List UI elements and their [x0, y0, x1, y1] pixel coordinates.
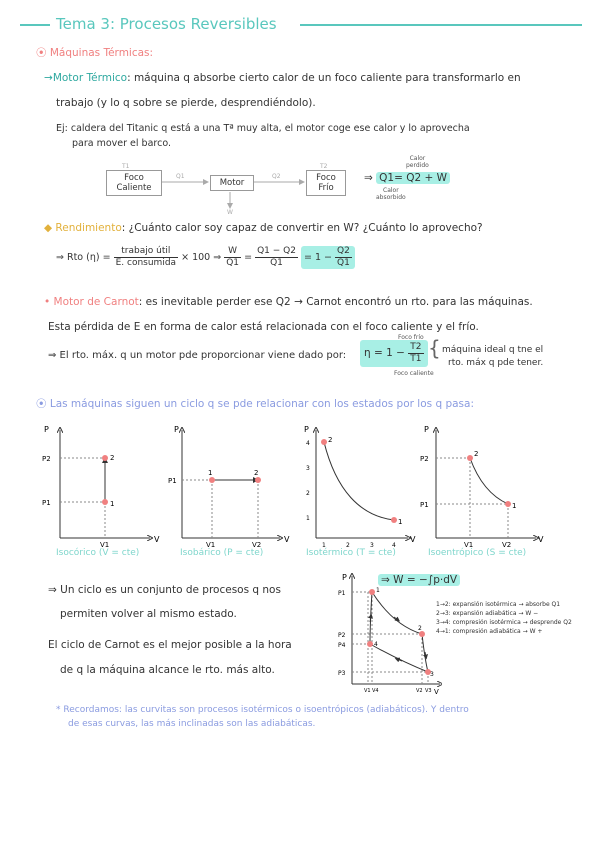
result-highlight [301, 246, 355, 269]
tick-x: 2 [346, 542, 350, 548]
state-point [209, 477, 215, 483]
box-motor: Motor [210, 175, 254, 191]
times-100: × 100 ⇒ [181, 252, 222, 263]
maquinas-heading: Máquinas Térmicas: [49, 47, 154, 59]
carnot-side1: máquina ideal q tne el [442, 345, 544, 355]
caption-isocorico: Isocórico (V = cte) [56, 548, 140, 558]
label-foco-caliente: Foco caliente [394, 370, 434, 377]
state-point [102, 455, 108, 461]
label-v1: V1 [206, 541, 216, 548]
label-p2: P2 [338, 632, 346, 639]
label-v2: V2 [252, 541, 262, 548]
rendimiento-question: : ¿Cuánto calor soy capaz de convertir en W? ¿Cuánto lo aprovecho? [121, 222, 483, 234]
state-point [505, 501, 511, 507]
eta-label: η = 1 − [364, 347, 405, 359]
rendimiento-label: Rendimiento [55, 222, 122, 234]
label-foco-frio: Foco frío [398, 334, 424, 341]
graph-isobarico [168, 425, 290, 548]
carnot-formula [360, 340, 428, 367]
motor-termico-def2: trabajo (y lo q sobre se pierde, desprendiéndolo). [56, 97, 316, 109]
one-minus: = 1 − [303, 252, 332, 263]
label-w: W [227, 209, 233, 214]
legend-item: 1→2: expansión isotérmica → absorbe Q1 [436, 601, 561, 608]
motor-termico-def: : máquina q absorbe cierto calor de un foco caliente para transformarlo en [127, 72, 521, 84]
process-3-4 [370, 644, 428, 672]
state-point-4 [367, 641, 373, 647]
motor-termico-line: →Motor Térmico: máquina q absorbe cierto calor de un foco caliente para transformarlo en [44, 72, 521, 84]
equals-1: = [244, 252, 253, 263]
rto-label: ⇒ Rto (η) = [56, 252, 111, 263]
label-v1: V1 [464, 541, 474, 548]
node-1: 1 [208, 469, 213, 477]
state-point [102, 499, 108, 505]
note-calor-absorbido: Calor absorbido [376, 187, 406, 201]
node-1: 1 [512, 502, 517, 510]
legend-item: 3→4: compresión isotérmica → desprende Q2 [436, 619, 572, 626]
node-2: 2 [474, 450, 479, 458]
label-p2: P2 [420, 455, 429, 463]
label-q2: Q2 [272, 173, 281, 180]
carnot-line3: ⇒ El rto. máx. q un motor pde proporcionar viene dado por: [48, 350, 347, 361]
tick-x: 4 [392, 542, 396, 548]
example-line1: Ej: caldera del Titanic q está a una Tª muy alta, el motor coge ese calor y lo aprovecha [56, 123, 470, 134]
node-2: 2 [110, 454, 115, 462]
axis-p: P [424, 425, 429, 434]
label-p2: P2 [42, 455, 51, 463]
bottom-line3: El ciclo de Carnot es el mejor posible a la hora [48, 639, 292, 651]
axis-v: V [434, 688, 439, 696]
state-point-1 [369, 589, 375, 595]
frac-w-q1: $\frac{W}{Q1}$ [226, 246, 240, 268]
label-v3: V3 [425, 688, 432, 694]
state-point [321, 439, 327, 445]
graph-isocorico [42, 425, 160, 548]
label-v1: V1 [100, 541, 110, 548]
example-line2: para mover el barco. [72, 138, 171, 149]
label-p4: P4 [338, 642, 346, 649]
title-rule-left [20, 24, 50, 26]
cycle-legend [436, 600, 572, 636]
section-heading-maquinas: ⦿ Máquinas Térmicas: [36, 47, 154, 59]
label-t1: T1 [122, 163, 130, 170]
eq-right: = Q2 + W [394, 172, 448, 184]
note-calor-perdido: Calor perdido [406, 155, 429, 169]
caption-isotermico: Isotérmico (T = cte) [306, 548, 396, 558]
ciclo-heading: ⦿ Las máquinas siguen un ciclo q se pde relacionar con los estados por los q pasa: [36, 398, 474, 410]
bottom-line4: de q la máquina alcance le rto. más alto. [60, 664, 275, 676]
label-v2: V2 [502, 541, 512, 548]
caption-isobarico: Isobárico (P = cte) [180, 548, 264, 558]
remember-line2: de esas curvas, las más inclinadas son las adiabáticas. [68, 719, 316, 729]
label-q1: Q1 [176, 173, 185, 180]
node-2: 2 [254, 469, 259, 477]
carnot-label: Motor de Carnot [53, 296, 139, 308]
graph-isoentropico [420, 425, 544, 548]
tick-y: 3 [306, 465, 310, 472]
frac-q2-q1: $\frac{Q2}{Q1}$ [337, 246, 350, 268]
axis-v: V [410, 535, 416, 544]
axis-v: V [284, 535, 290, 544]
label-t2: T2 [320, 163, 328, 170]
node-1: 1 [376, 587, 380, 594]
legend-item: 4→1: compresión adiabática → W + [436, 628, 543, 635]
node-1: 1 [110, 500, 115, 508]
label-v2: V2 [416, 688, 423, 694]
label-p3: P3 [338, 670, 346, 677]
isotherm-curve [324, 442, 394, 520]
axis-p: P [342, 573, 347, 582]
axis-v: V [154, 535, 160, 544]
state-point [255, 477, 261, 483]
box-foco-caliente: Foco Caliente [106, 170, 162, 196]
adiabat-curve [470, 458, 508, 504]
label-v4: V4 [372, 688, 379, 694]
graphs-row [30, 420, 570, 548]
work-equation: ⇒ W = −∫p·dV [378, 574, 460, 587]
label-p1: P1 [338, 590, 346, 597]
node-2: 2 [418, 625, 422, 632]
carnot-cycle-graph [330, 568, 442, 696]
axis-p: P [304, 425, 309, 434]
tick-x: 1 [322, 542, 326, 548]
tick-y: 2 [306, 490, 310, 497]
title-rule-right [300, 24, 582, 26]
carnot-side2: rto. máx q pde tener. [448, 358, 544, 368]
bottom-line1: ⇒ Un ciclo es un conjunto de procesos q nos [48, 584, 281, 596]
state-point [391, 517, 397, 523]
motor-termico-label: Motor Térmico [52, 72, 128, 84]
frac-q1-q2: $\frac{Q1 - Q2}{Q1}$ [257, 246, 296, 268]
ciclo-heading-text: Las máquinas siguen un ciclo q se pde relacionar con los estados por los q pasa: [49, 398, 474, 410]
title-bar [20, 14, 582, 34]
label-v1: V1 [364, 688, 371, 694]
label-p1: P1 [420, 501, 429, 509]
brace: { [428, 336, 441, 360]
node-3: 3 [430, 671, 434, 678]
frac-trabajo: $\frac{\text{trabajo útil}}{\text{E. consumida}}$ [115, 246, 177, 268]
legend-item: 2→3: expansión adiabática → W − [436, 610, 539, 617]
page-title: Tema 3: Procesos Reversibles [56, 15, 277, 33]
label-p1: P1 [42, 499, 51, 507]
axis-v: V [538, 535, 544, 544]
axis-p: P [44, 425, 49, 434]
rendimiento-line: ◆ Rendimiento: ¿Cuánto calor soy capaz de convertir en W? ¿Cuánto lo aprovecho? [44, 222, 483, 234]
rendimiento-formula [56, 246, 355, 269]
caption-isoentropico: Isoentrópico (S = cte) [428, 548, 527, 558]
node-2: 2 [328, 436, 333, 444]
remember-line1: * Recordamos: las curvitas son procesos isotérmicos o isoentrópicos (adiabáticos). Y dentro [56, 705, 469, 715]
node-4: 4 [374, 641, 378, 648]
carnot-line1: • Motor de Carnot: es inevitable perder ese Q2 → Carnot encontró un rto. para las máquinas. [44, 296, 533, 308]
axis-p: P [174, 425, 179, 434]
eq-left: Q1 [379, 172, 395, 184]
frac-t2-t1: $\frac{T2}{T1}$ [410, 342, 422, 364]
carnot-line2: Esta pérdida de E en forma de calor está relacionada con el foco caliente y el frío. [48, 321, 479, 333]
node-1: 1 [398, 518, 403, 526]
tick-x: 3 [370, 542, 374, 548]
label-p1: P1 [168, 477, 177, 485]
tick-y: 4 [306, 440, 310, 447]
carnot-text1: : es inevitable perder ese Q2 → Carnot encontró un rto. para las máquinas. [138, 296, 533, 308]
graph-isotermico [304, 425, 416, 548]
box-foco-frio: Foco Frío [306, 170, 346, 196]
bottom-line2: permiten volver al mismo estado. [60, 608, 237, 620]
state-point [467, 455, 473, 461]
tick-y: 1 [306, 515, 310, 522]
process-1-2 [372, 592, 422, 634]
energy-balance: ⇒ Q1= Q2 + W [364, 172, 450, 185]
